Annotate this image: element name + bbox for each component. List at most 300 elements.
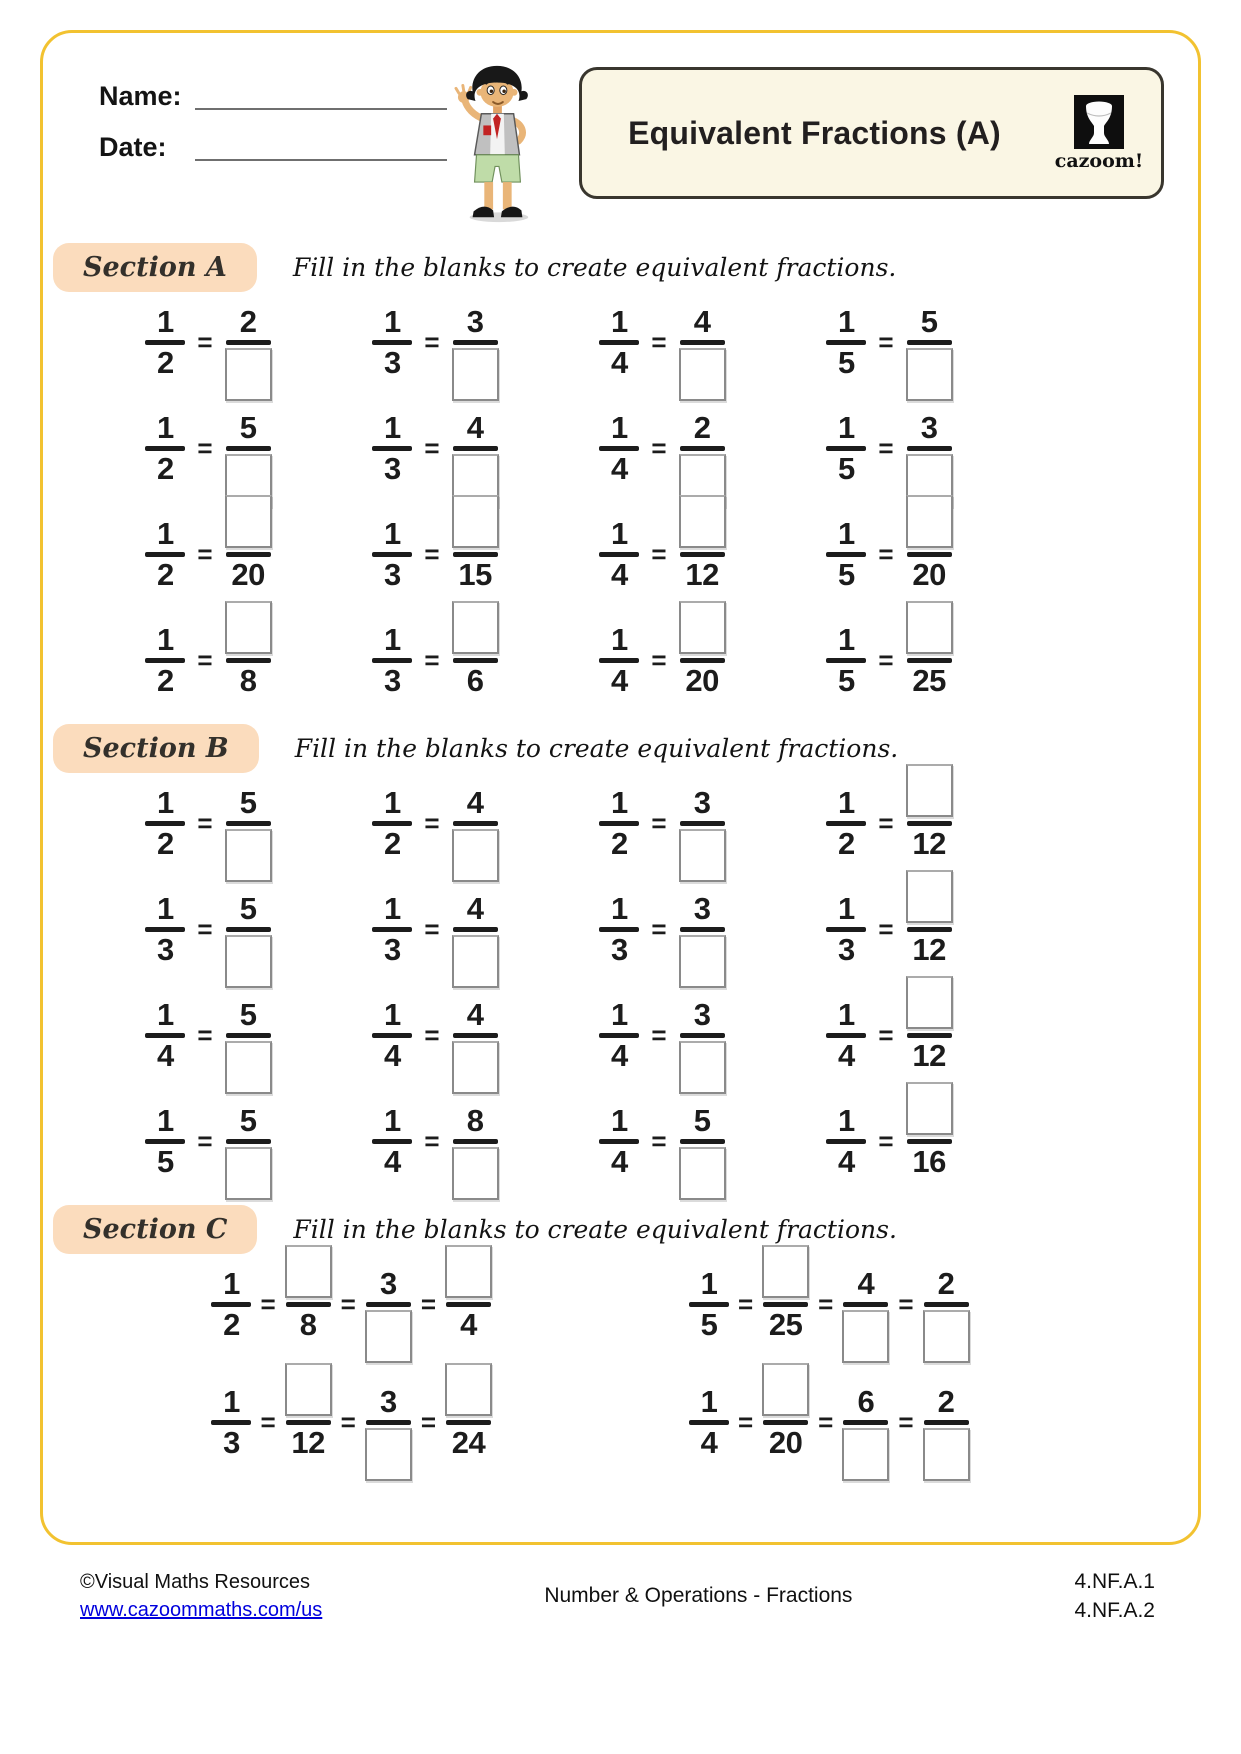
answer-box[interactable] xyxy=(842,1310,889,1363)
problem xyxy=(776,887,1003,971)
given-fraction xyxy=(145,781,185,865)
fraction-bottom xyxy=(679,454,726,490)
answer-box[interactable] xyxy=(679,1147,726,1200)
fraction-bar xyxy=(680,1139,725,1144)
equals-sign: = xyxy=(260,1288,276,1319)
answer-box[interactable] xyxy=(762,1363,809,1416)
equals-sign: = xyxy=(424,432,440,463)
fraction-number: 4 xyxy=(693,303,711,339)
fraction-num-over-box xyxy=(225,300,272,384)
fraction-top xyxy=(611,512,628,551)
section-a xyxy=(43,243,1198,702)
fraction-top xyxy=(157,781,174,820)
fraction-bottom xyxy=(225,935,272,971)
answer-box[interactable] xyxy=(842,1428,889,1481)
fraction-top xyxy=(762,1380,809,1416)
fraction-bottom xyxy=(384,826,401,865)
answer-box[interactable] xyxy=(906,601,953,654)
fraction-number: 5 xyxy=(157,1144,174,1179)
fraction-number: 16 xyxy=(912,1144,946,1179)
fraction-bar xyxy=(366,1420,411,1425)
fraction-number: 4 xyxy=(611,663,628,698)
answer-box[interactable] xyxy=(452,935,499,988)
fraction-number: 20 xyxy=(685,663,719,698)
answer-box[interactable] xyxy=(225,1147,272,1200)
fraction-number: 5 xyxy=(239,890,257,926)
given-fraction xyxy=(372,618,412,702)
fraction-bottom xyxy=(838,1144,855,1183)
given-fraction xyxy=(372,1099,412,1183)
fraction-number: 25 xyxy=(912,663,946,698)
fraction-number: 1 xyxy=(838,1102,855,1138)
fraction-top xyxy=(857,1262,875,1301)
equals-sign: = xyxy=(424,644,440,675)
fraction-bottom xyxy=(679,348,726,384)
equals-sign: = xyxy=(424,913,440,944)
fraction-bottom xyxy=(384,932,401,971)
fraction-bottom xyxy=(768,1307,803,1346)
answer-box[interactable] xyxy=(906,976,953,1029)
problem-row xyxy=(43,887,1198,971)
fraction-number: 4 xyxy=(460,1307,477,1342)
footer-left xyxy=(80,1568,322,1624)
fraction-num-over-box xyxy=(679,1099,726,1183)
fraction-top xyxy=(838,618,855,657)
fraction-number: 5 xyxy=(838,663,855,698)
fraction-top xyxy=(157,993,174,1032)
fraction-top xyxy=(906,993,953,1029)
fraction-number: 1 xyxy=(157,409,174,445)
fraction-bottom xyxy=(225,1041,272,1077)
answer-box[interactable] xyxy=(452,495,499,548)
given-fraction xyxy=(599,512,639,596)
fraction-top xyxy=(857,1380,875,1419)
fraction-bottom xyxy=(912,1144,946,1183)
fraction-top xyxy=(838,300,855,339)
problem xyxy=(113,1262,591,1346)
fraction-box-over-den xyxy=(285,1262,332,1346)
fraction-bottom xyxy=(157,557,174,596)
fraction-top xyxy=(223,1380,240,1419)
fraction-number: 1 xyxy=(384,1102,401,1138)
fraction-number: 4 xyxy=(611,1038,628,1073)
answer-box[interactable] xyxy=(285,1245,332,1298)
fraction-top xyxy=(920,300,938,339)
fraction-bottom xyxy=(384,663,401,702)
answer-box[interactable] xyxy=(285,1363,332,1416)
fraction-top xyxy=(906,887,953,923)
fraction-top xyxy=(285,1262,332,1298)
answer-box[interactable] xyxy=(225,495,272,548)
answer-box[interactable] xyxy=(445,1363,492,1416)
answer-box[interactable] xyxy=(365,1310,412,1363)
fraction-top xyxy=(225,512,272,548)
given-fraction xyxy=(145,993,185,1077)
given-fraction xyxy=(826,1099,866,1183)
answer-box[interactable] xyxy=(225,601,272,654)
fraction-top xyxy=(838,993,855,1032)
section-c xyxy=(43,1205,1198,1464)
cazoom-logo xyxy=(1047,95,1151,172)
fraction-number: 4 xyxy=(838,1038,855,1073)
fraction-top xyxy=(452,618,499,654)
fraction-top xyxy=(906,512,953,548)
fraction-bottom xyxy=(231,557,265,596)
fraction-box-over-den xyxy=(906,781,953,865)
answer-box[interactable] xyxy=(225,1041,272,1094)
problem xyxy=(322,1099,549,1183)
fraction-number: 1 xyxy=(157,621,174,657)
answer-box[interactable] xyxy=(906,870,953,923)
given-fraction xyxy=(689,1380,729,1464)
fraction-bottom xyxy=(225,454,272,490)
fraction-top xyxy=(239,300,257,339)
fraction-top xyxy=(157,512,174,551)
fraction-number: 2 xyxy=(937,1383,955,1419)
worksheet-frame xyxy=(40,30,1201,1545)
fraction-bottom xyxy=(384,345,401,384)
given-fraction xyxy=(211,1262,251,1346)
fraction-num-over-box xyxy=(679,887,726,971)
fraction-number: 1 xyxy=(384,409,401,445)
fraction-bottom xyxy=(768,1425,803,1464)
fraction-bottom xyxy=(838,826,855,865)
problem-row xyxy=(43,1262,1198,1346)
given-fraction xyxy=(145,618,185,702)
equals-sign: = xyxy=(878,326,894,357)
equals-sign: = xyxy=(878,538,894,569)
fraction-bottom xyxy=(384,1144,401,1183)
fraction-bar xyxy=(453,446,498,451)
fraction-num-over-box xyxy=(452,300,499,384)
fraction-bottom xyxy=(225,829,272,865)
equals-sign: = xyxy=(197,432,213,463)
fraction-number: 4 xyxy=(611,557,628,592)
title-box xyxy=(579,67,1164,199)
fraction-bottom xyxy=(157,826,174,865)
problem-row xyxy=(43,781,1198,865)
fraction-number: 5 xyxy=(239,1102,257,1138)
problem xyxy=(549,887,776,971)
problem xyxy=(322,406,549,490)
answer-box[interactable] xyxy=(679,829,726,882)
fraction-bottom xyxy=(611,345,628,384)
fraction-bar xyxy=(680,821,725,826)
fraction-bottom xyxy=(679,935,726,971)
problem-row xyxy=(43,512,1198,596)
fraction-number: 6 xyxy=(857,1383,875,1419)
fraction-top xyxy=(384,406,401,445)
section-instruction: Fill in the blanks to create equivalent fractions. xyxy=(294,734,899,763)
equals-sign: = xyxy=(878,807,894,838)
answer-box[interactable] xyxy=(225,829,272,882)
name-line[interactable] xyxy=(195,84,447,110)
fraction-top xyxy=(157,618,174,657)
problem xyxy=(776,512,1003,596)
fraction-bottom xyxy=(838,1038,855,1077)
equals-sign: = xyxy=(898,1288,914,1319)
fraction-number: 1 xyxy=(838,303,855,339)
fraction-number: 1 xyxy=(384,996,401,1032)
fraction-top xyxy=(225,618,272,654)
fraction-number: 3 xyxy=(223,1425,240,1460)
fraction-top xyxy=(920,406,938,445)
fraction-bottom xyxy=(223,1307,240,1346)
problem xyxy=(95,887,322,971)
section-label: Section A xyxy=(53,243,257,292)
name-date-block xyxy=(99,67,447,185)
fraction-bar xyxy=(226,1033,271,1038)
fraction-bottom xyxy=(225,1147,272,1183)
fraction-top xyxy=(384,781,401,820)
problem-row xyxy=(43,1099,1198,1183)
fraction-bottom xyxy=(460,1307,477,1346)
answer-box[interactable] xyxy=(365,1428,412,1481)
fraction-top xyxy=(906,618,953,654)
name-row xyxy=(99,83,447,110)
fraction-top xyxy=(466,300,484,339)
equals-sign: = xyxy=(818,1406,834,1437)
answer-box[interactable] xyxy=(906,1082,953,1135)
problem xyxy=(95,406,322,490)
fraction-bar xyxy=(226,927,271,932)
equals-sign: = xyxy=(898,1406,914,1437)
fraction-bottom xyxy=(679,1041,726,1077)
answer-box[interactable] xyxy=(679,601,726,654)
fraction-top xyxy=(452,512,499,548)
fraction-bar xyxy=(366,1302,411,1307)
fraction-bar xyxy=(907,340,952,345)
fraction-num-over-box xyxy=(365,1380,412,1464)
fraction-bottom xyxy=(611,451,628,490)
answer-box[interactable] xyxy=(225,935,272,988)
fraction-bottom xyxy=(611,1038,628,1077)
problem xyxy=(322,512,549,596)
fraction-bar xyxy=(226,1139,271,1144)
equals-sign: = xyxy=(424,807,440,838)
fraction-bottom xyxy=(912,663,946,702)
given-fraction xyxy=(599,618,639,702)
fraction-top xyxy=(611,887,628,926)
fraction-top xyxy=(838,781,855,820)
given-fraction xyxy=(372,512,412,596)
given-fraction xyxy=(599,993,639,1077)
given-fraction xyxy=(372,300,412,384)
fraction-bottom xyxy=(452,829,499,865)
fraction-bottom xyxy=(838,663,855,702)
fraction-number: 1 xyxy=(838,515,855,551)
date-row xyxy=(99,134,447,161)
answer-box[interactable] xyxy=(679,1041,726,1094)
problem xyxy=(776,618,1003,702)
fraction-box-over-den xyxy=(679,512,726,596)
fraction-number: 2 xyxy=(223,1307,240,1342)
fraction-number: 5 xyxy=(239,409,257,445)
fraction-number: 3 xyxy=(693,890,711,926)
problem xyxy=(95,781,322,865)
fraction-top xyxy=(466,1099,484,1138)
fraction-bottom xyxy=(223,1425,240,1464)
equals-sign: = xyxy=(197,326,213,357)
fraction-top xyxy=(611,781,628,820)
fraction-bottom xyxy=(838,451,855,490)
problem xyxy=(549,618,776,702)
fraction-bottom xyxy=(700,1307,718,1346)
answer-box[interactable] xyxy=(679,495,726,548)
fraction-bottom xyxy=(685,557,719,596)
equals-sign: = xyxy=(651,644,667,675)
equals-sign: = xyxy=(420,1288,437,1319)
answer-box[interactable] xyxy=(225,348,272,401)
fraction-top xyxy=(838,1099,855,1138)
fraction-top xyxy=(700,1380,718,1419)
fraction-top xyxy=(762,1262,809,1298)
answer-box[interactable] xyxy=(906,764,953,817)
fraction-top xyxy=(223,1262,240,1301)
fraction-number: 5 xyxy=(838,451,855,486)
problem xyxy=(549,512,776,596)
answer-box[interactable] xyxy=(762,1245,809,1298)
fraction-number: 12 xyxy=(912,1038,946,1073)
problem xyxy=(322,993,549,1077)
fraction-number: 2 xyxy=(157,345,174,380)
given-fraction xyxy=(211,1380,251,1464)
fraction-bottom xyxy=(157,1038,174,1077)
answer-box[interactable] xyxy=(923,1428,970,1481)
fraction-number: 12 xyxy=(291,1425,325,1460)
fraction-bottom xyxy=(685,663,719,702)
fraction-num-over-box xyxy=(452,1099,499,1183)
answer-box[interactable] xyxy=(906,495,953,548)
fraction-bottom xyxy=(611,1144,628,1183)
fraction-number: 4 xyxy=(466,890,484,926)
fraction-num-over-box xyxy=(452,406,499,490)
answer-box[interactable] xyxy=(452,1041,499,1094)
fraction-top xyxy=(700,1262,718,1301)
problem xyxy=(549,993,776,1077)
fraction-number: 2 xyxy=(937,1265,955,1301)
fraction-top xyxy=(285,1380,332,1416)
problem xyxy=(549,1099,776,1183)
fraction-bar xyxy=(453,927,498,932)
fraction-num-over-box xyxy=(225,993,272,1077)
fraction-top xyxy=(466,781,484,820)
fraction-number: 4 xyxy=(466,409,484,445)
given-fraction xyxy=(826,993,866,1077)
fraction-bottom xyxy=(365,1310,412,1346)
fraction-number: 3 xyxy=(920,409,938,445)
fraction-box-over-den xyxy=(679,618,726,702)
problem xyxy=(322,887,549,971)
fraction-num-over-box xyxy=(842,1262,889,1346)
fraction-top xyxy=(906,781,953,817)
answer-box[interactable] xyxy=(452,1147,499,1200)
fraction-number: 3 xyxy=(838,932,855,967)
answer-box[interactable] xyxy=(445,1245,492,1298)
problem xyxy=(322,618,549,702)
fraction-number: 1 xyxy=(611,409,628,445)
fraction-bottom xyxy=(912,826,946,865)
standard-code-1: 4.NF.A.1 xyxy=(1074,1570,1155,1593)
fraction-num-over-box xyxy=(225,887,272,971)
answer-box[interactable] xyxy=(452,601,499,654)
problem-row xyxy=(43,1380,1198,1464)
fraction-number: 15 xyxy=(458,557,492,592)
fraction-bottom xyxy=(157,932,174,971)
answer-box[interactable] xyxy=(906,348,953,401)
fraction-box-over-den xyxy=(762,1380,809,1464)
fraction-bottom xyxy=(912,932,946,971)
equals-sign: = xyxy=(420,1406,437,1437)
fraction-top xyxy=(445,1262,492,1298)
fraction-num-over-box xyxy=(679,300,726,384)
fraction-bottom xyxy=(299,1307,317,1346)
fraction-top xyxy=(466,406,484,445)
fraction-number: 1 xyxy=(223,1383,240,1419)
problem xyxy=(322,781,549,865)
fraction-number: 4 xyxy=(700,1425,718,1460)
fraction-top xyxy=(239,406,257,445)
student-boy-illustration xyxy=(447,63,547,225)
fraction-num-over-box xyxy=(452,887,499,971)
fraction-top xyxy=(611,1099,628,1138)
answer-box[interactable] xyxy=(923,1310,970,1363)
fraction-top xyxy=(693,1099,711,1138)
given-fraction xyxy=(599,781,639,865)
fraction-number: 1 xyxy=(384,515,401,551)
fraction-bottom xyxy=(611,663,628,702)
date-line[interactable] xyxy=(195,135,447,161)
fraction-number: 3 xyxy=(379,1265,397,1301)
answer-box[interactable] xyxy=(452,348,499,401)
fraction-bottom xyxy=(458,557,492,596)
fraction-number: 4 xyxy=(838,1144,855,1179)
fraction-bar xyxy=(680,340,725,345)
fraction-top xyxy=(693,300,711,339)
fraction-number: 6 xyxy=(466,663,484,698)
fraction-num-over-box xyxy=(923,1380,970,1464)
website-link[interactable]: www.cazoommaths.com/us xyxy=(80,1599,323,1622)
equals-sign: = xyxy=(878,432,894,463)
fraction-bar xyxy=(680,446,725,451)
answer-box[interactable] xyxy=(452,829,499,882)
fraction-number: 2 xyxy=(157,663,174,698)
equals-sign: = xyxy=(651,1125,667,1156)
fraction-top xyxy=(384,300,401,339)
fraction-top xyxy=(157,406,174,445)
fraction-bar xyxy=(226,340,271,345)
fraction-num-over-box xyxy=(906,300,953,384)
answer-box[interactable] xyxy=(679,348,726,401)
fraction-number: 20 xyxy=(768,1425,803,1460)
problem xyxy=(549,781,776,865)
fraction-number: 5 xyxy=(700,1307,718,1342)
fraction-bottom xyxy=(239,663,257,702)
fraction-number: 1 xyxy=(157,515,174,551)
answer-box[interactable] xyxy=(679,935,726,988)
fraction-number: 1 xyxy=(611,784,628,820)
fraction-number: 5 xyxy=(920,303,938,339)
equals-sign: = xyxy=(197,538,213,569)
section-label: Section C xyxy=(53,1205,257,1254)
fraction-number: 1 xyxy=(611,621,628,657)
fraction-top xyxy=(611,300,628,339)
fraction-bottom xyxy=(157,1144,174,1183)
fraction-number: 24 xyxy=(451,1425,486,1460)
equals-sign: = xyxy=(197,913,213,944)
fraction-box-over-den xyxy=(906,512,953,596)
fraction-box-over-den xyxy=(225,618,272,702)
